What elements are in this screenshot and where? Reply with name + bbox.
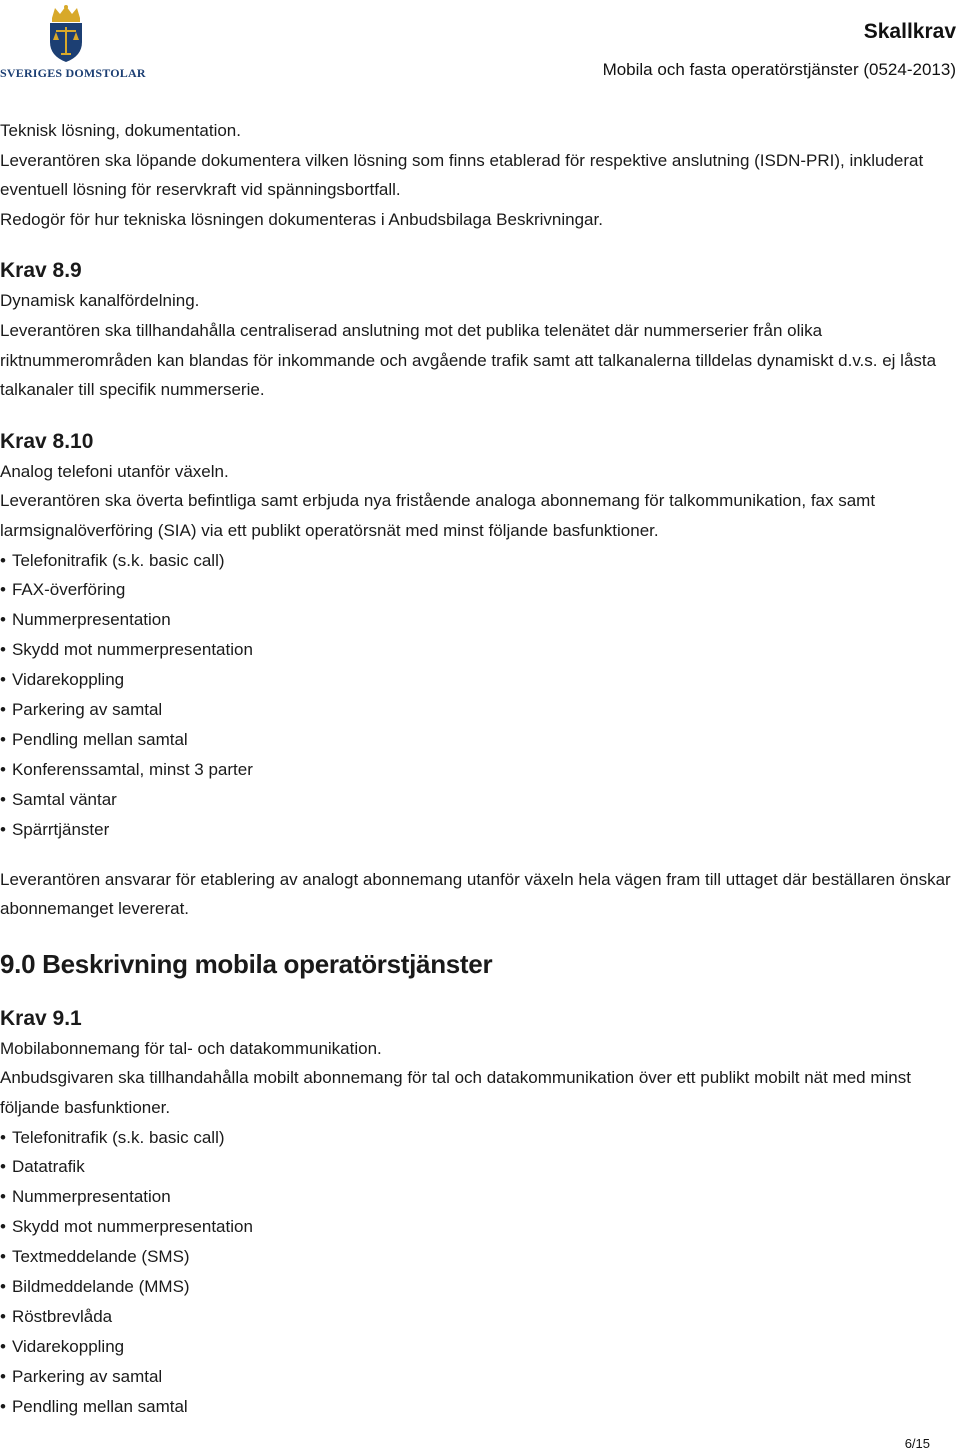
list-item: • Telefonitrafik (s.k. basic call): [0, 546, 952, 576]
list-item: • Vidarekoppling: [0, 1332, 952, 1362]
list-item: • Nummerpresentation: [0, 605, 952, 635]
list-item: • Textmeddelande (SMS): [0, 1242, 952, 1272]
header-subtitle: Mobila och fasta operatörstjänster (0524-2013): [602, 60, 956, 79]
paragraph: Redogör för hur tekniska lösningen dokumenteras i Anbudsbilaga Beskrivningar.: [0, 209, 603, 229]
list-item: • Samtal väntar: [0, 785, 952, 815]
requirement-subtitle: Mobilabonnemang för tal- och datakommunikation.: [0, 1038, 382, 1058]
list-item: • Bildmeddelande (MMS): [0, 1272, 952, 1302]
requirement-heading: Krav 8.10: [0, 429, 94, 453]
list-item: • Röstbrevlåda: [0, 1302, 952, 1332]
header-title: Skallkrav: [863, 20, 956, 43]
feature-list: [0, 546, 952, 845]
requirement-heading: Krav 8.9: [0, 259, 82, 283]
list-item: • Datatrafik: [0, 1152, 952, 1182]
list-item: • Skydd mot nummerpresentation: [0, 1212, 952, 1242]
list-item: • Skydd mot nummerpresentation: [0, 635, 952, 665]
page-header: [0, 0, 960, 90]
list-item: • Nummerpresentation: [0, 1182, 952, 1212]
requirement-body: Leverantören ska tillhandahålla centraliserad anslutning mot det publika telenätet där nummerserier från olika riktnummerområden kan blandas för inkommande och avgående trafik samt att talkanalerna tilldelas dynamiskt d.v.s. ej låsta talkanaler till specifik nummerserie.: [0, 320, 937, 400]
paragraph: Leverantören ansvarar för etablering av analogt abonnemang utanför växeln hela vägen fram till uttaget där beställaren önskar abonnemanget levererat.: [0, 869, 951, 919]
section-heading: 9.0 Beskrivning mobila operatörstjänster: [0, 948, 493, 979]
list-item: • Pendling mellan samtal: [0, 725, 952, 755]
requirement-subtitle: Analog telefoni utanför växeln.: [0, 461, 229, 481]
list-item: • Parkering av samtal: [0, 695, 952, 725]
feature-list: [0, 1123, 952, 1422]
list-item: • Konferenssamtal, minst 3 parter: [0, 755, 952, 785]
crown-shield-icon: [44, 4, 88, 64]
list-item: • Parkering av samtal: [0, 1362, 952, 1392]
list-item: • Pendling mellan samtal: [0, 1392, 952, 1422]
document-body: [0, 116, 952, 1422]
requirement-heading: Krav 9.1: [0, 1006, 82, 1030]
paragraph: Leverantören ska löpande dokumentera vilken lösning som finns etablerad för respektive anslutning (ISDN-PRI), inkluderat eventuell lösning för reservkraft vid spänningsbortfall.: [0, 150, 924, 200]
page-number: 6/15: [904, 1436, 930, 1451]
requirement-body: Anbudsgivaren ska tillhandahålla mobilt abonnemang för tal och datakommunikation över ett publikt mobilt nät med minst följande basfunktioner.: [0, 1068, 911, 1117]
requirement-body: Leverantören ska överta befintliga samt erbjuda nya fristående analoga abonnemang för talkommunikation, fax samt larmsignalöverföring (SIA) via ett publikt operatörsnät med minst följande basfunktioner.: [0, 491, 876, 540]
sveriges-domstolar-logo: [0, 4, 146, 82]
list-item: • Spärrtjänster: [0, 815, 952, 845]
list-item: • FAX-överföring: [0, 575, 952, 605]
list-item: • Telefonitrafik (s.k. basic call): [0, 1123, 952, 1153]
list-item: • Vidarekoppling: [0, 665, 952, 695]
paragraph: Teknisk lösning, dokumentation.: [0, 121, 241, 140]
logo-text: SVERIGES DOMSTOLAR: [0, 66, 146, 80]
requirement-subtitle: Dynamisk kanalfördelning.: [0, 291, 200, 311]
